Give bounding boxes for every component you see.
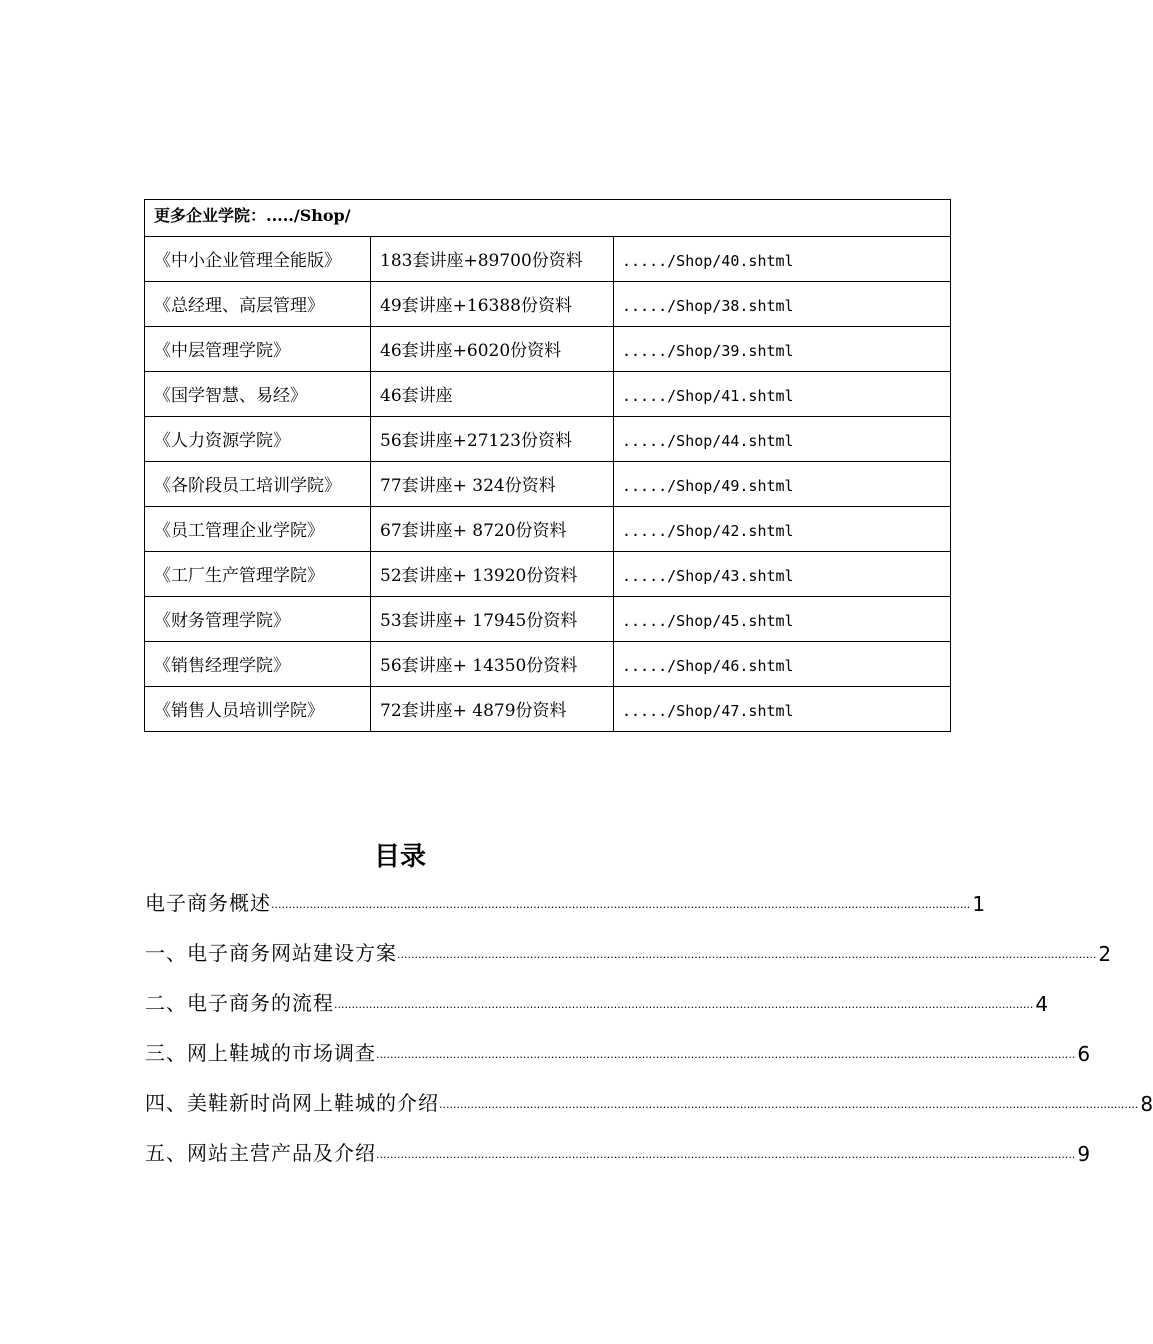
course-name-cell: 《中小企业管理全能版》 <box>145 237 371 282</box>
course-content-cell: 56套讲座+27123份资料 <box>371 417 614 462</box>
course-table <box>144 199 951 732</box>
course-url-cell[interactable]: ...../Shop/39.shtml <box>614 327 951 372</box>
table-header-row <box>145 200 951 237</box>
toc-dot-leader: ........................................................................................................................................................................................................ <box>376 1048 1076 1061</box>
course-name-cell: 《工厂生产管理学院》 <box>145 552 371 597</box>
toc-dot-leader: ........................................................................................................................................................................................................ <box>334 998 1034 1011</box>
course-url-cell[interactable]: ...../Shop/49.shtml <box>614 462 951 507</box>
table-row <box>145 237 951 282</box>
course-name-cell: 《销售经理学院》 <box>145 642 371 687</box>
toc-dot-leader: ........................................................................................................................................................................................................ <box>439 1098 1139 1111</box>
table-row <box>145 552 951 597</box>
course-name-cell: 《销售人员培训学院》 <box>145 687 371 732</box>
toc-dot-leader: ........................................................................................................................................................................................................ <box>376 1148 1076 1161</box>
course-name-cell: 《员工管理企业学院》 <box>145 507 371 552</box>
course-content-cell: 77套讲座+ 324份资料 <box>371 462 614 507</box>
table-row <box>145 507 951 552</box>
toc-title: 目录 <box>374 842 427 872</box>
toc-entry-label: 五、网站主营产品及介绍 <box>145 1141 376 1165</box>
course-content-cell: 52套讲座+ 13920份资料 <box>371 552 614 597</box>
toc-entry[interactable] <box>145 1036 1091 1066</box>
table-row <box>145 327 951 372</box>
toc-entry-label: 三、网上鞋城的市场调查 <box>145 1041 376 1065</box>
toc-entry-page: 6 <box>1077 1042 1091 1066</box>
course-url-cell[interactable]: ...../Shop/46.shtml <box>614 642 951 687</box>
course-name-cell: 《人力资源学院》 <box>145 417 371 462</box>
course-name-cell: 《各阶段员工培训学院》 <box>145 462 371 507</box>
toc-entry-label: 四、美鞋新时尚网上鞋城的介绍 <box>145 1091 439 1115</box>
toc-entry[interactable] <box>145 986 1049 1016</box>
table-row <box>145 462 951 507</box>
table-header: 更多企业学院：...../Shop/ <box>145 200 951 237</box>
course-name-cell: 《中层管理学院》 <box>145 327 371 372</box>
course-url-cell[interactable]: ...../Shop/41.shtml <box>614 372 951 417</box>
course-content-cell: 56套讲座+ 14350份资料 <box>371 642 614 687</box>
course-url-cell[interactable]: ...../Shop/44.shtml <box>614 417 951 462</box>
toc-entry-page: 2 <box>1098 942 1112 966</box>
course-url-cell[interactable]: ...../Shop/38.shtml <box>614 282 951 327</box>
toc-entry-page: 9 <box>1077 1142 1091 1166</box>
toc-entry[interactable] <box>145 1136 1091 1166</box>
course-content-cell: 67套讲座+ 8720份资料 <box>371 507 614 552</box>
course-name-cell: 《总经理、高层管理》 <box>145 282 371 327</box>
toc-entry-label: 一、电子商务网站建设方案 <box>145 941 397 965</box>
table-row <box>145 597 951 642</box>
table-row <box>145 372 951 417</box>
toc-dot-leader: ........................................................................................................................................................................................................ <box>271 898 971 911</box>
table-row <box>145 642 951 687</box>
course-content-cell: 72套讲座+ 4879份资料 <box>371 687 614 732</box>
course-url-cell[interactable]: ...../Shop/40.shtml <box>614 237 951 282</box>
table-row <box>145 687 951 732</box>
course-name-cell: 《财务管理学院》 <box>145 597 371 642</box>
course-content-cell: 46套讲座+6020份资料 <box>371 327 614 372</box>
toc-entry-label: 二、电子商务的流程 <box>145 991 334 1015</box>
course-url-cell[interactable]: ...../Shop/42.shtml <box>614 507 951 552</box>
toc-dot-leader: ........................................................................................................................................................................................................ <box>397 948 1097 961</box>
toc-entry[interactable] <box>145 886 986 916</box>
course-content-cell: 183套讲座+89700份资料 <box>371 237 614 282</box>
course-content-cell: 46套讲座 <box>371 372 614 417</box>
course-content-cell: 49套讲座+16388份资料 <box>371 282 614 327</box>
course-url-cell[interactable]: ...../Shop/47.shtml <box>614 687 951 732</box>
toc-entry[interactable] <box>145 1086 1153 1116</box>
toc-entry-label: 电子商务概述 <box>145 891 271 915</box>
toc-entry-page: 8 <box>1140 1092 1153 1116</box>
course-name-cell: 《国学智慧、易经》 <box>145 372 371 417</box>
table-row <box>145 417 951 462</box>
toc-entry[interactable] <box>145 936 1112 966</box>
course-content-cell: 53套讲座+ 17945份资料 <box>371 597 614 642</box>
toc-entry-page: 1 <box>972 892 986 916</box>
course-url-cell[interactable]: ...../Shop/45.shtml <box>614 597 951 642</box>
toc-entry-page: 4 <box>1035 992 1049 1016</box>
course-url-cell[interactable]: ...../Shop/43.shtml <box>614 552 951 597</box>
table-row <box>145 282 951 327</box>
